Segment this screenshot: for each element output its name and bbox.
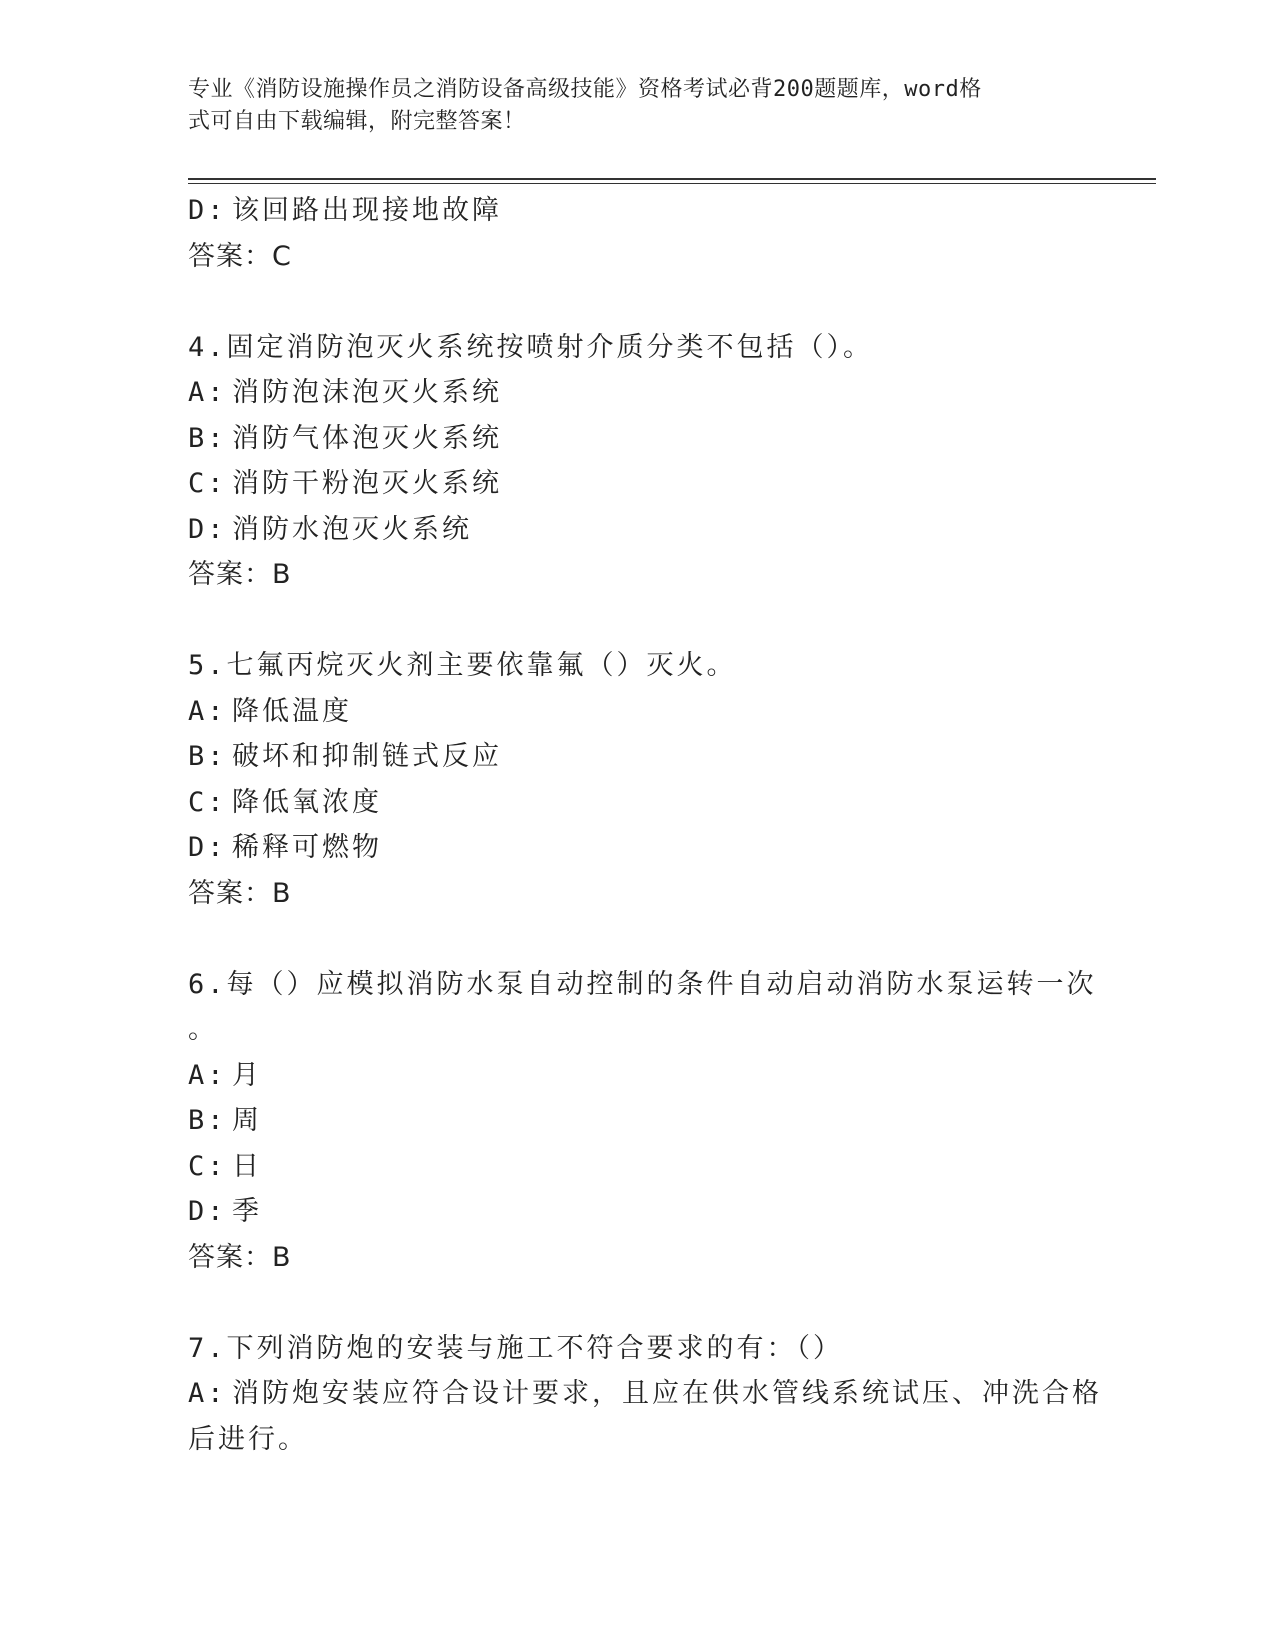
option-letter: B: <box>188 1105 227 1136</box>
option-letter: D: <box>188 513 227 545</box>
option-text: 季 <box>232 1196 262 1227</box>
option-d <box>188 507 1088 553</box>
answer-line: 答案：B <box>188 877 292 909</box>
option-text: 消防干粉泡灭火系统 <box>232 468 502 499</box>
option-letter: D: <box>188 195 227 226</box>
option-d <box>188 188 1088 234</box>
answer-line: 答案：B <box>188 1241 292 1273</box>
option-text: 月 <box>232 1059 262 1091</box>
option-b <box>188 416 1088 462</box>
option-letter: A: <box>188 1059 227 1091</box>
question-text-continued: 。 <box>188 1014 218 1045</box>
option-a <box>188 1371 1102 1417</box>
question-block-4 <box>188 325 1088 598</box>
question-block-5 <box>188 643 1088 916</box>
option-text: 消防泡沫泡灭火系统 <box>232 377 502 408</box>
question-block-6 <box>188 962 1097 1281</box>
question-text: 4.固定消防泡灭火系统按喷射介质分类不包括（）。 <box>188 331 874 363</box>
option-letter: C: <box>188 468 227 499</box>
option-text: 稀释可燃物 <box>232 832 382 863</box>
answer-line: 答案：B <box>188 559 292 590</box>
option-text: 周 <box>232 1105 262 1136</box>
option-a <box>188 370 1088 416</box>
option-letter: A: <box>188 695 227 727</box>
option-b <box>188 734 1088 780</box>
option-letter: D: <box>188 832 227 863</box>
header-divider-thin <box>188 183 1156 184</box>
option-text: 消防水泡灭火系统 <box>232 513 472 545</box>
option-a <box>188 689 1088 735</box>
header-line-2: 式可自由下载编辑，附完整答案！ <box>188 109 526 134</box>
question-text: 6.每（）应模拟消防水泵自动控制的条件自动启动消防水泵运转一次 <box>188 968 1097 1000</box>
option-text: 该回路出现接地故障 <box>232 195 502 226</box>
document-header <box>188 74 1068 138</box>
option-letter: C: <box>188 786 227 818</box>
question-text: 7.下列消防炮的安装与施工不符合要求的有：（） <box>188 1332 844 1364</box>
header-divider-thick <box>188 178 1156 180</box>
option-letter: C: <box>188 1150 227 1182</box>
option-d <box>188 1189 1088 1235</box>
option-text: 消防气体泡灭火系统 <box>232 422 502 454</box>
option-letter: A: <box>188 377 227 408</box>
option-a <box>188 1053 1088 1099</box>
question-block-7 <box>188 1326 1102 1463</box>
option-text: 降低氧浓度 <box>232 786 382 818</box>
option-b <box>188 1098 1088 1144</box>
option-c <box>188 1144 1088 1190</box>
question-text: 5.七氟丙烷灭火剂主要依靠氟（）灭火。 <box>188 650 737 681</box>
option-d <box>188 825 1088 871</box>
option-text: 日 <box>232 1150 262 1182</box>
question-list <box>188 188 1102 1462</box>
option-text: 降低温度 <box>232 695 352 727</box>
option-letter: A: <box>188 1378 227 1409</box>
option-letter: D: <box>188 1196 227 1227</box>
option-c <box>188 461 1088 507</box>
option-text: 消防炮安装应符合设计要求，且应在供水管线系统试压、冲洗合格 <box>232 1378 1102 1409</box>
answer-line: 答案：C <box>188 240 292 272</box>
option-a-continued: 后进行。 <box>188 1423 308 1455</box>
option-c <box>188 780 1088 826</box>
option-text: 破坏和抑制链式反应 <box>232 741 502 772</box>
option-letter: B: <box>188 422 227 454</box>
option-letter: B: <box>188 741 227 772</box>
question-block-3 <box>188 188 1088 279</box>
header-line-1: 专业《消防设施操作员之消防设备高级技能》资格考试必背200题题库，word格 <box>188 77 982 102</box>
